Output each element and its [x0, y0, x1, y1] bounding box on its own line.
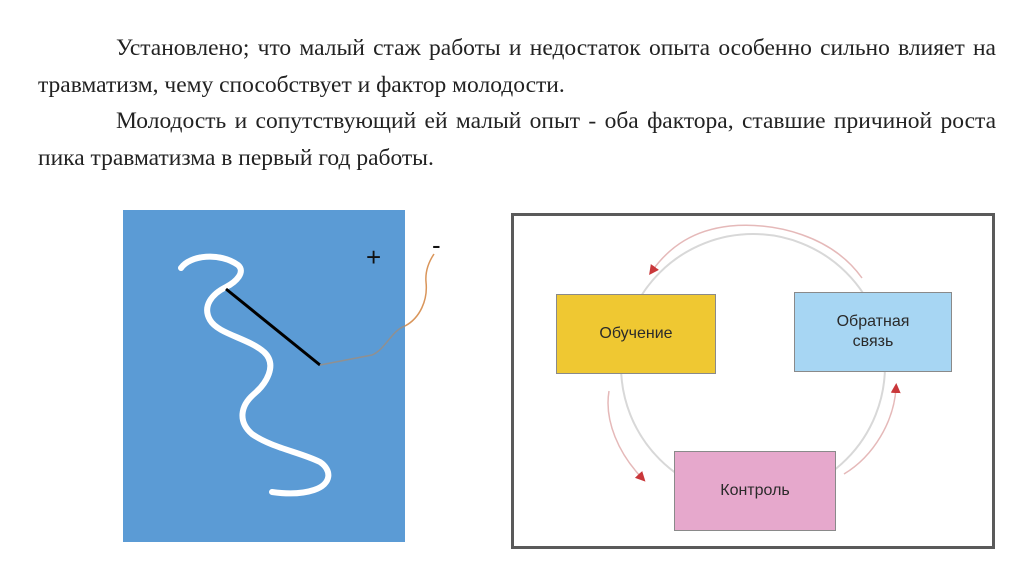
paragraph-1: Установлено; что малый стаж работы и недостаток опыта особенно сильно влияет на травматизм, чему способствует и фактор молодости.: [38, 35, 996, 98]
learning-box: Обучение: [556, 294, 716, 374]
orange-lead: [405, 254, 434, 326]
control-box: Контроль: [674, 451, 836, 531]
blue-panel: [123, 210, 405, 542]
minus-sign: -: [432, 230, 441, 260]
cycle-diagram: [511, 213, 995, 549]
arrow-left: [608, 391, 642, 478]
paragraph-2: Молодость и сопутствующий ей малый опыт - оба фактора, ставшие причиной роста пика травматизма в первый год работы.: [38, 108, 996, 171]
arrow-right: [844, 388, 896, 474]
feedback-box: Обратная связь: [794, 292, 952, 372]
plus-sign: +: [366, 242, 382, 272]
